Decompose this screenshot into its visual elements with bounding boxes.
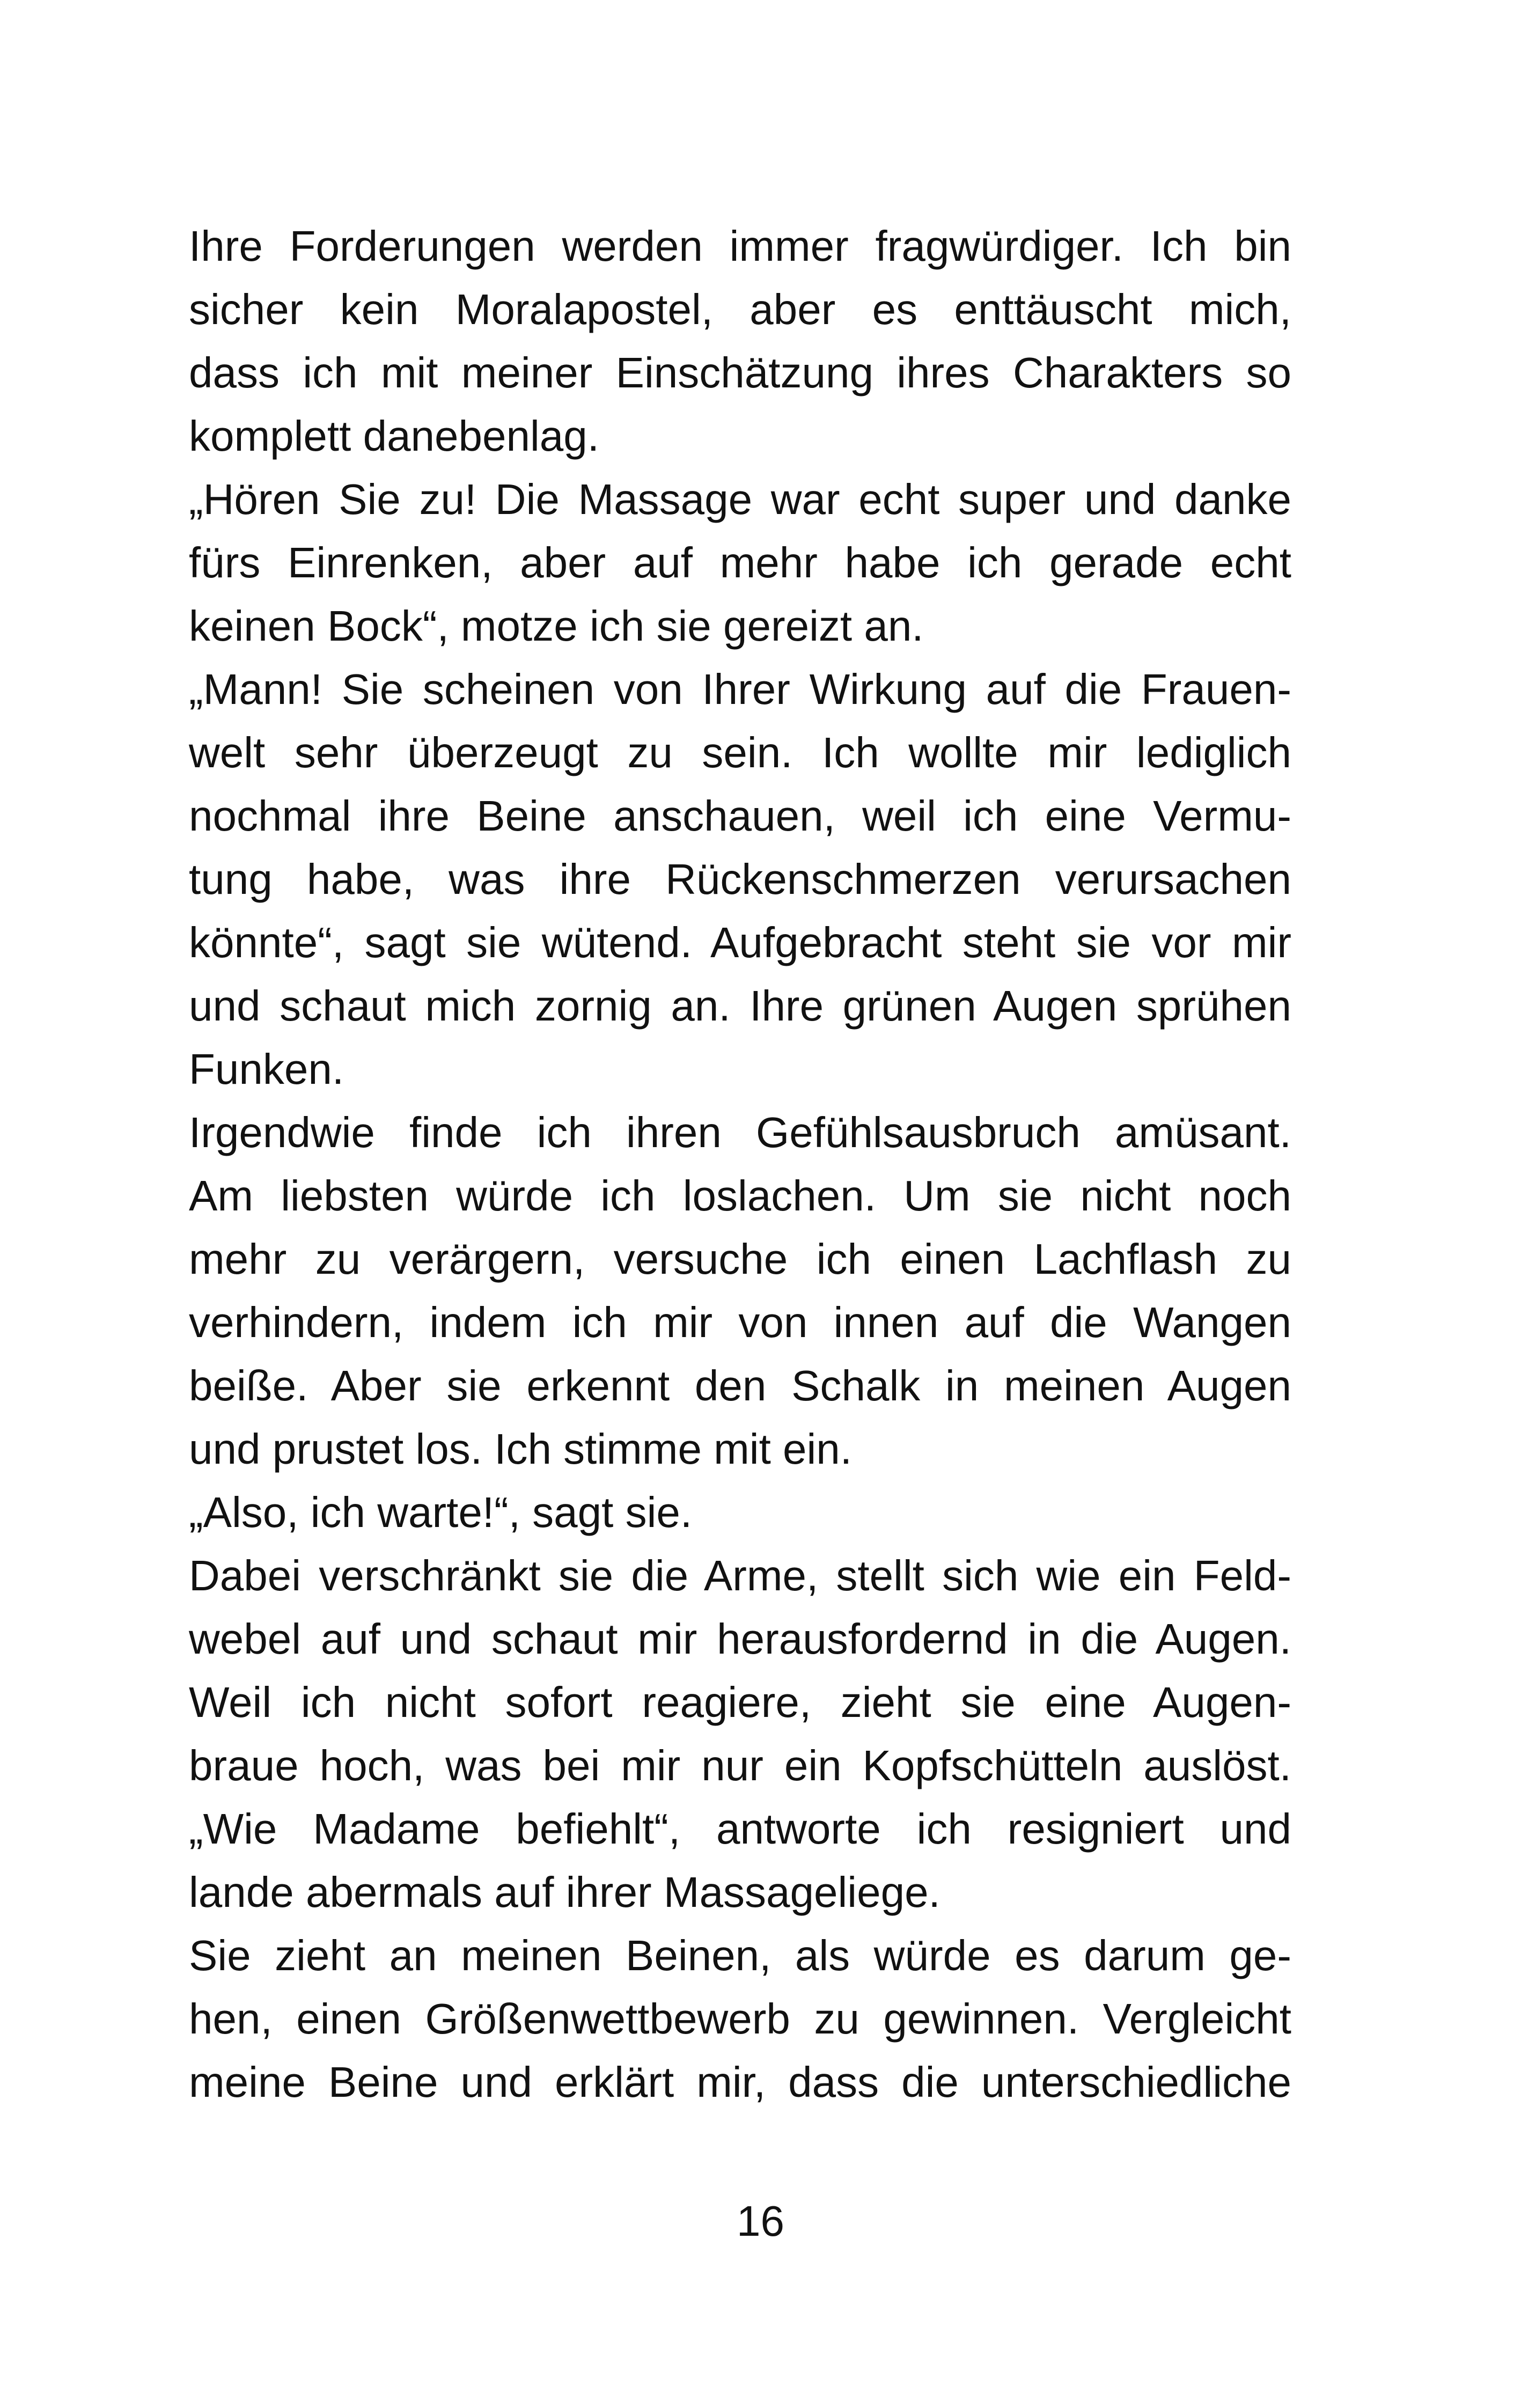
text-line: mehr zu verärgern, versuche ich einen Lachflash zu [189,1235,1291,1283]
page-number: 16 [737,2197,784,2245]
text-line: Am liebsten würde ich loslachen. Um sie nicht noch [189,1172,1291,1220]
text-line: Weil ich nicht sofort reagiere, zieht sie eine Augen- [189,1678,1291,1726]
text-line: tung habe, was ihre Rückenschmerzen verursachen [189,855,1291,903]
text-line: lande abermals auf ihrer Massageliege. [189,1868,940,1916]
text-line: und schaut mich zornig an. Ihre grünen Augen sprühen [189,982,1291,1030]
text-line: Irgendwie finde ich ihren Gefühlsausbruch amüsant. [189,1108,1291,1156]
text-line: dass ich mit meiner Einschätzung ihres Charakters so [189,349,1291,397]
text-line: nochmal ihre Beine anschauen, weil ich eine Vermu- [189,792,1291,840]
text-line: Funken. [189,1045,344,1093]
text-line: beiße. Aber sie erkennt den Schalk in meinen Augen [189,1362,1291,1409]
text-line: keinen Bock“, motze ich sie gereizt an. [189,602,924,650]
text-line: „Hören Sie zu! Die Massage war echt super und danke [189,475,1291,523]
text-line: braue hoch, was bei mir nur ein Kopfschütteln auslöst. [189,1742,1291,1789]
text-line: Dabei verschränkt sie die Arme, stellt sich wie ein Feld- [189,1552,1291,1599]
text-line: komplett danebenlag. [189,412,599,460]
text-line: könnte“, sagt sie wütend. Aufgebracht steht sie vor mir [189,919,1291,966]
text-line: sicher kein Moralapostel, aber es enttäuscht mich, [189,285,1291,333]
text-line: fürs Einrenken, aber auf mehr habe ich gerade echt [189,539,1291,586]
text-line: verhindern, indem ich mir von innen auf die Wangen [189,1298,1291,1346]
text-line: „Mann! Sie scheinen von Ihrer Wirkung auf die Frauen- [189,665,1291,713]
text-line: meine Beine und erklärt mir, dass die unterschiedliche [189,2058,1291,2106]
text-line: hen, einen Größenwettbewerb zu gewinnen. Vergleicht [189,1995,1291,2043]
text-line: „Wie Madame befiehlt“, antworte ich resigniert und [189,1805,1291,1853]
text-line: „Also, ich warte!“, sagt sie. [189,1488,693,1536]
text-line: Sie zieht an meinen Beinen, als würde es darum ge- [189,1932,1291,1979]
text-line: webel auf und schaut mir herausfordernd in die Augen. [189,1615,1291,1663]
text-line: Ihre Forderungen werden immer fragwürdiger. Ich bin [189,222,1291,270]
text-line: welt sehr überzeugt zu sein. Ich wollte mir lediglich [189,729,1291,776]
text-line: und prustet los. Ich stimme mit ein. [189,1425,853,1473]
body-text [189,215,1291,2114]
